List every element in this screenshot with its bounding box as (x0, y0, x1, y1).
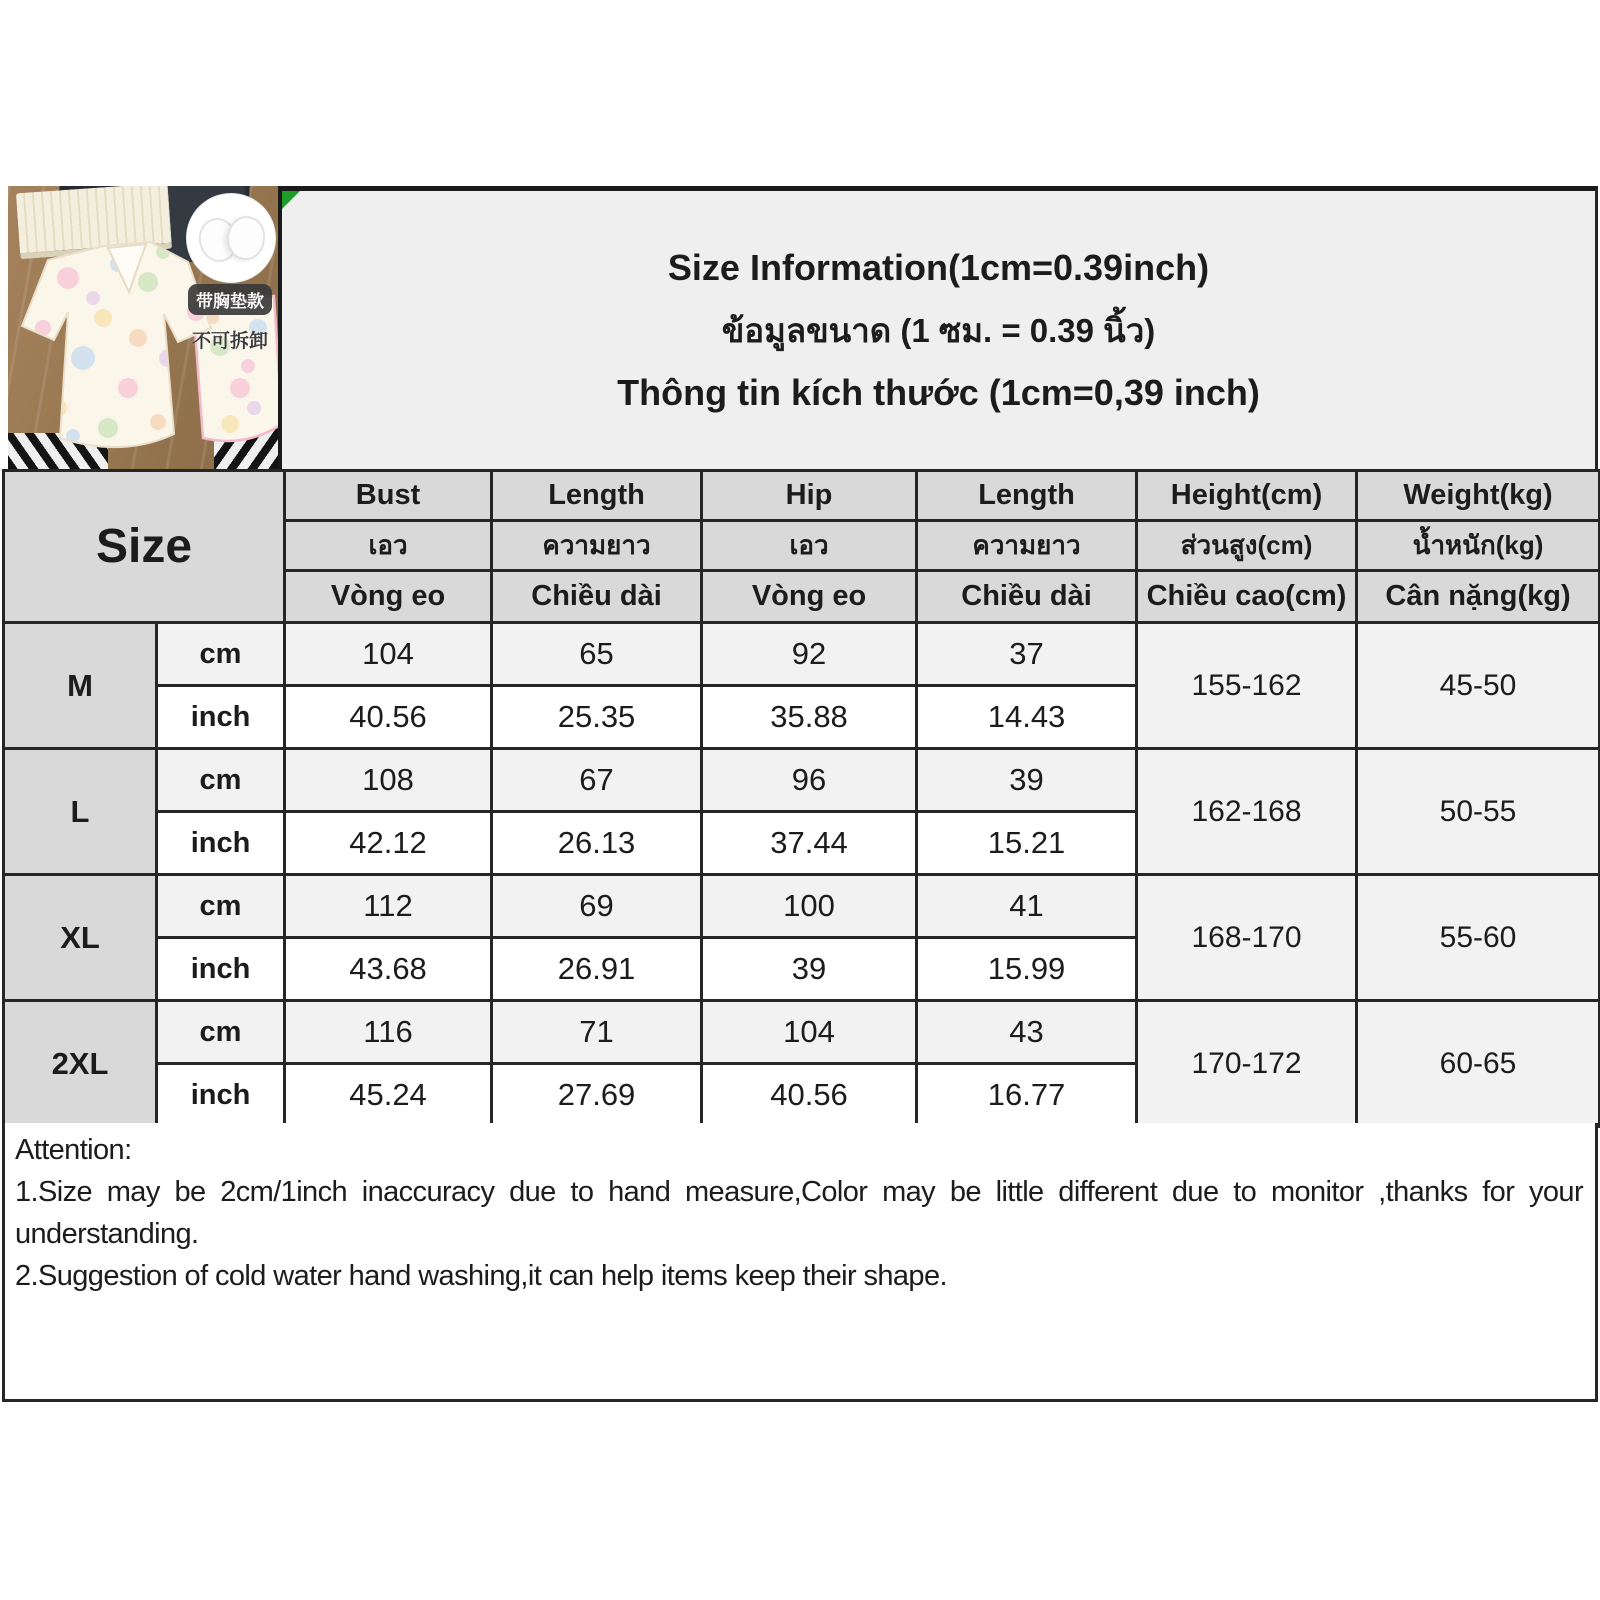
column-header-bust-thai: เอว (285, 521, 492, 571)
value-cell: 96 (702, 749, 917, 812)
column-header-length2-viet: Chiều dài (917, 571, 1137, 623)
unit-cell: cm (157, 875, 285, 938)
size-table (2, 469, 1600, 1128)
unit-cell: inch (157, 938, 285, 1001)
value-cell: 42.12 (285, 812, 492, 875)
column-header-bust-viet: Vòng eo (285, 571, 492, 623)
column-header-length-viet: Chiều dài (492, 571, 702, 623)
value-cell: 27.69 (492, 1064, 702, 1127)
unit-cell: inch (157, 1064, 285, 1127)
value-cell: 112 (285, 875, 492, 938)
value-cell: 37.44 (702, 812, 917, 875)
value-cell: 39 (702, 938, 917, 1001)
column-header-weight: Weight(kg) (1357, 471, 1600, 521)
value-cell: 26.91 (492, 938, 702, 1001)
value-cell: 40.56 (702, 1064, 917, 1127)
value-cell: 37 (917, 623, 1137, 686)
value-cell: 35.88 (702, 686, 917, 749)
badge-label-pill: 带胸垫款 (188, 284, 272, 315)
value-cell: 104 (285, 623, 492, 686)
weight-range-cell: 50-55 (1357, 749, 1600, 875)
column-header-height-thai: ส่วนสูง(cm) (1137, 521, 1357, 571)
value-cell: 104 (702, 1001, 917, 1064)
value-cell: 15.21 (917, 812, 1137, 875)
column-header-height: Height(cm) (1137, 471, 1357, 521)
unit-cell: inch (157, 812, 285, 875)
unit-cell: cm (157, 623, 285, 686)
value-cell: 116 (285, 1001, 492, 1064)
column-header-length2: Length (917, 471, 1137, 521)
value-cell: 43 (917, 1001, 1137, 1064)
column-header-length-thai: ความยาว (492, 521, 702, 571)
size-label-cell: M (4, 623, 157, 749)
unit-cell: cm (157, 1001, 285, 1064)
size-info-title-en: Size Information(1cm=0.39inch) (667, 246, 1210, 288)
column-header-weight-viet: Cân nặng(kg) (1357, 571, 1600, 623)
value-cell: 69 (492, 875, 702, 938)
weight-range-cell: 45-50 (1357, 623, 1600, 749)
value-cell: 41 (917, 875, 1137, 938)
size-header-cell: Size (4, 471, 285, 623)
attention-heading: Attention: (15, 1134, 132, 1166)
height-range-cell: 170-172 (1137, 1001, 1357, 1127)
size-label-cell: L (4, 749, 157, 875)
height-range-cell: 168-170 (1137, 875, 1357, 1001)
value-cell: 26.13 (492, 812, 702, 875)
size-info-title-box (278, 186, 1598, 469)
value-cell: 92 (702, 623, 917, 686)
weight-range-cell: 60-65 (1357, 1001, 1600, 1127)
value-cell: 14.43 (917, 686, 1137, 749)
column-header-length2-thai: ความยาว (917, 521, 1137, 571)
size-label-cell: 2XL (4, 1001, 157, 1127)
attention-note-1: 1.Size may be 2cm/1inch inaccuracy due to hand measure,Color may be little different due to monitor ,thanks for your understanding. (15, 1176, 1583, 1250)
column-header-length: Length (492, 471, 702, 521)
weight-range-cell: 55-60 (1357, 875, 1600, 1001)
column-header-hip-thai: เอว (702, 521, 917, 571)
value-cell: 71 (492, 1001, 702, 1064)
height-range-cell: 155-162 (1137, 623, 1357, 749)
value-cell: 16.77 (917, 1064, 1137, 1127)
value-cell: 67 (492, 749, 702, 812)
size-info-title-vi: Thông tin kích thước (1cm=0,39 inch) (617, 371, 1260, 413)
value-cell: 100 (702, 875, 917, 938)
value-cell: 25.35 (492, 686, 702, 749)
column-header-hip-viet: Vòng eo (702, 571, 917, 623)
value-cell: 40.56 (285, 686, 492, 749)
value-cell: 39 (917, 749, 1137, 812)
height-range-cell: 162-168 (1137, 749, 1357, 875)
unit-cell: cm (157, 749, 285, 812)
size-label-cell: XL (4, 875, 157, 1001)
column-header-hip: Hip (702, 471, 917, 521)
badge-note-text: 不可拆卸 (191, 331, 268, 352)
value-cell: 45.24 (285, 1064, 492, 1127)
size-info-title-th: ข้อมูลขนาด (1 ซม. = 0.39 นิ้ว) (721, 311, 1156, 349)
column-header-bust: Bust (285, 471, 492, 521)
value-cell: 43.68 (285, 938, 492, 1001)
attention-note-2: 2.Suggestion of cold water hand washing,it can help items keep their shape. (15, 1260, 947, 1292)
value-cell: 15.99 (917, 938, 1137, 1001)
product-photo (8, 186, 278, 469)
corner-marker-triangle (282, 191, 300, 209)
value-cell: 108 (285, 749, 492, 812)
column-header-height-viet: Chiều cao(cm) (1137, 571, 1357, 623)
unit-cell: inch (157, 686, 285, 749)
attention-notes-box (2, 1123, 1598, 1402)
value-cell: 65 (492, 623, 702, 686)
bra-pad-badge (187, 194, 275, 282)
column-header-weight-thai: น้ำหนัก(kg) (1357, 521, 1600, 571)
